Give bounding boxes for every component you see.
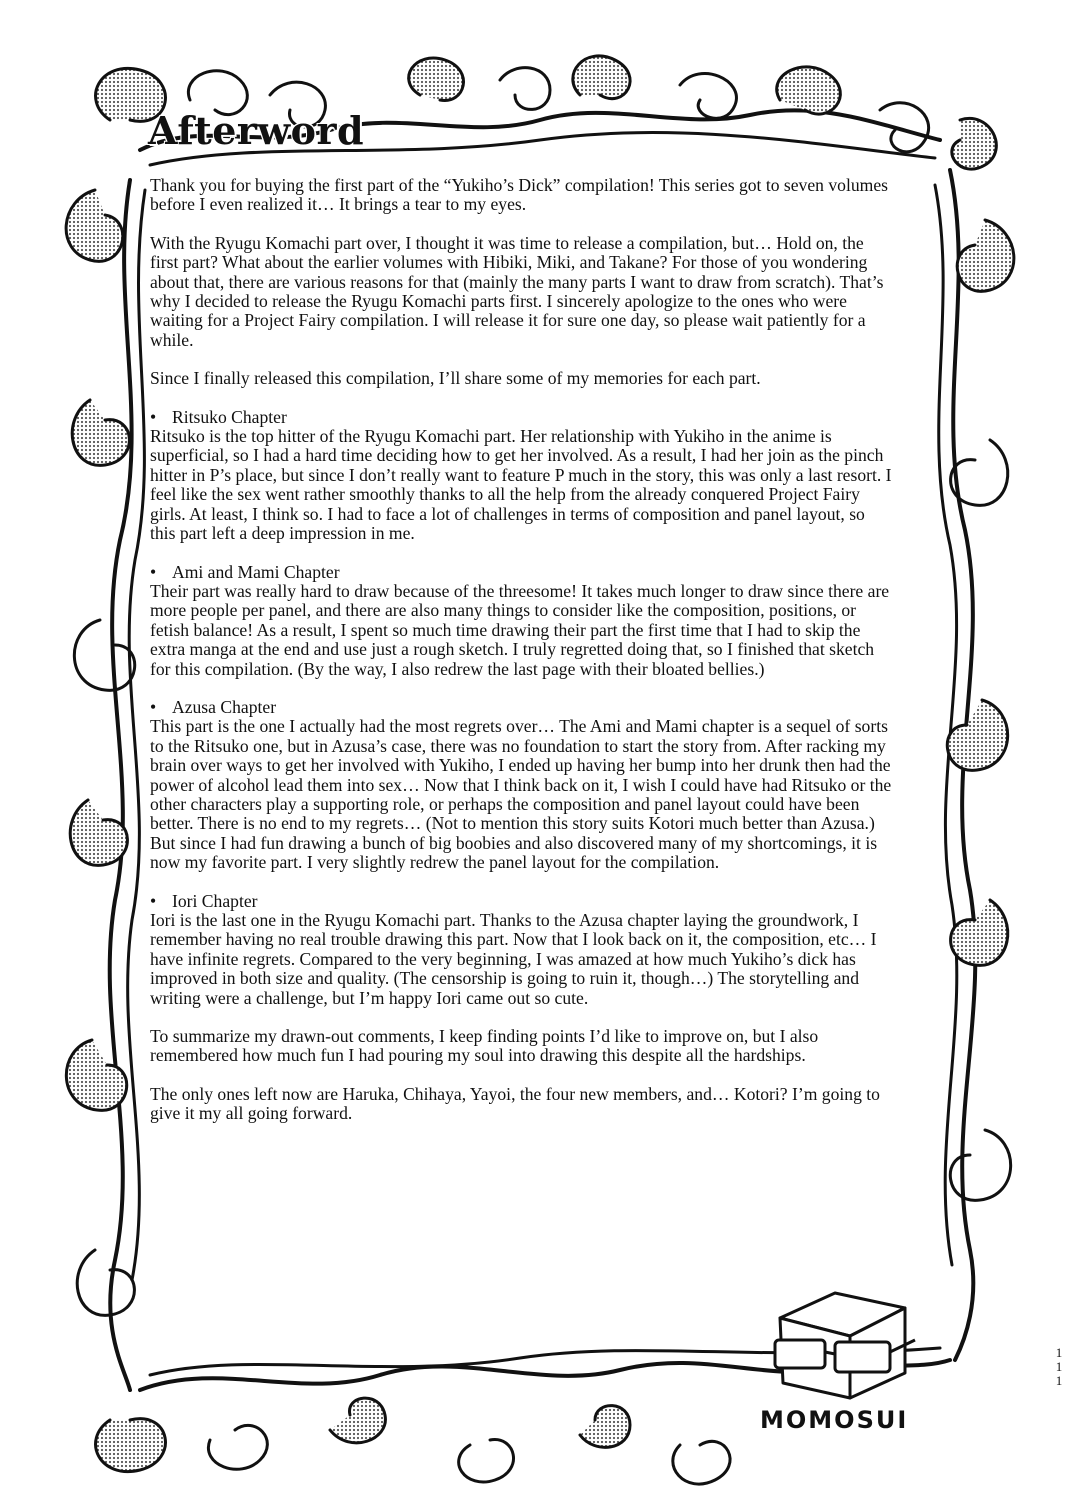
page-number-digit: 1 bbox=[1055, 1373, 1063, 1388]
paragraph-closing: The only ones left now are Haruka, Chihaya, Yayoi, the four new members, and… Kotori? I’m going to give it my all going forward. bbox=[150, 1083, 880, 1124]
section-ritsuko bbox=[150, 408, 892, 544]
paragraph-intro: Thank you for buying the first part of the “Yukiho’s Dick” compilation! This series got to seven volumes before I even realized it… It brings a tear to my eyes. bbox=[150, 175, 888, 215]
page-number-digit: 1 bbox=[1055, 1359, 1063, 1374]
section-iori bbox=[150, 892, 892, 1008]
bullet-icon: • bbox=[150, 696, 157, 717]
paragraph-summary: To summarize my drawn-out comments, I keep finding points I’d like to improve on, but I also remembered how much fun I had pouring my soul into drawing this despite all the hardships. bbox=[150, 1026, 819, 1066]
box-head-glasses-mascot-icon bbox=[755, 1278, 925, 1408]
section-heading: Ritsuko Chapter bbox=[172, 406, 287, 427]
bullet-icon: • bbox=[150, 561, 157, 582]
section-azusa bbox=[150, 698, 892, 873]
page-number bbox=[1052, 1346, 1066, 1388]
author-signature: MOMOSUI bbox=[760, 1406, 909, 1434]
section-text: Their part was really hard to draw because of the threesome! It takes much longer to draw since there are more people per panel, and there are also many things to consider like the composition, positions, or fetish balance! As a result, I spent so much time drawing their part the first time that I had to skip the extra manga at the end and use just a rough sketch. I truly regretted doing that, so I finished that sketch for this compilation. (By the way, I also redrew the last page with their bloated bellies.) bbox=[150, 580, 890, 679]
section-text: Iori is the last one in the Ryugu Komachi part. Thanks to the Azusa chapter laying the groundwork, I remember having no real trouble drawing this part. Now that I look back on it, the composition, etc… I have infinite regrets. Compared to the very beginning, I was amazed at how much Yukiho’s dick has improved in both size and quality. (The censorship is going to ruin it, though…) The storytelling and writing were a challenge, but I’m happy Iori came out so cute. bbox=[150, 910, 877, 1008]
afterword-body bbox=[150, 176, 892, 1143]
section-text: Ritsuko is the top hitter of the Ryugu Komachi part. Her relationship with Yukiho in the anime is superficial, so I had a hard time deciding how to get her involved. As a result, I had her join as the pinch hitter in P’s place, but since I don’t really want to feature P much in the story, this was only a last resort. I feel like the sex went rather smoothly thanks to all the help from the already conquered Project Fairy girls. At least, I think so. I had to face a lot of challenges in terms of composition and panel layout, so this part left a deep impression in me. bbox=[150, 426, 892, 544]
section-heading: Azusa Chapter bbox=[172, 696, 277, 717]
section-heading: Iori Chapter bbox=[172, 890, 258, 911]
page-number-digit: 1 bbox=[1055, 1345, 1063, 1360]
bullet-icon: • bbox=[150, 890, 157, 911]
section-text: This part is the one I actually had the most regrets over… The Ami and Mami chapter is a sequel of sorts to the Ritsuko one, but in Azusa’s case, there was no foundation to start the story from. After racking my brain over ways to get her involved with Yukiho, I ended up having her bump into her drunk then had the power of alcohol lead them into sex… Now that I think back on it, I wish I could have had Ritsuko or the other characters play a supporting role, or perhaps the composition and panel layout could have been better. There is no end to my regrets… (Not to mention this story suits Kotori much better than Azusa.) But since I had fun drawing a bunch of big boobies and also discovered many of my shortcomings, it is now my favorite part. I very slightly redrew the panel layout for the compilation. bbox=[150, 716, 892, 873]
section-ami-mami bbox=[150, 563, 892, 679]
section-heading: Ami and Mami Chapter bbox=[172, 561, 340, 582]
bullet-icon: • bbox=[150, 406, 157, 427]
paragraph-memories: Since I finally released this compilation, I’ll share some of my memories for each part. bbox=[150, 368, 761, 389]
paragraph-compilation: With the Ryugu Komachi part over, I thought it was time to release a compilation, but… Hold on, the first part? What about the earlier volumes with Hibiki, Miki, and Takane? For those of you wondering about that, there are various reasons for that (mainly the many parts I want to draw from scratch). That’s why I decided to release the Ryugu Komachi parts first. I sincerely apologize to the ones who were waiting for a Project Fairy compilation. I will release it for sure one day, so please wait patiently for a while. bbox=[150, 232, 884, 350]
page-title: Afterword bbox=[148, 108, 365, 153]
